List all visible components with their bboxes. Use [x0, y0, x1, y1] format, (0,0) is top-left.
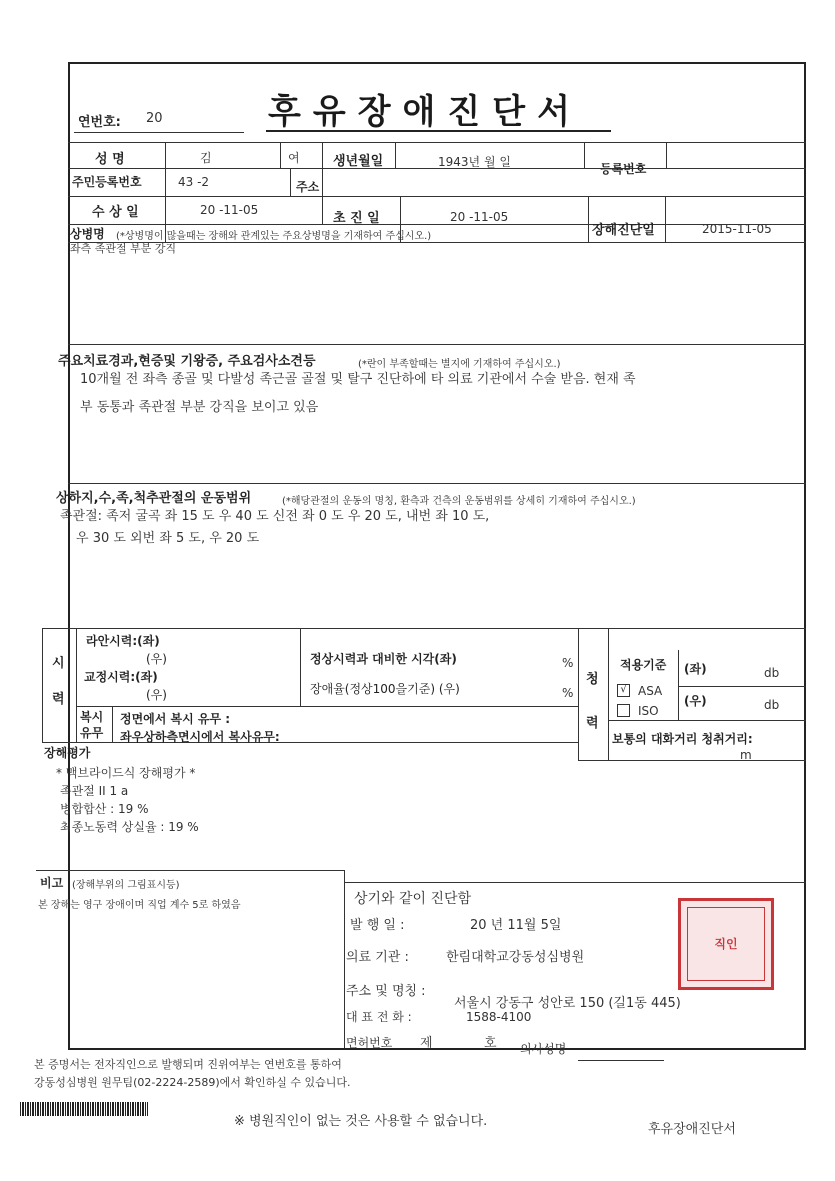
hearing-standard-label: 적용기준: [620, 658, 667, 672]
barcode: [20, 1102, 148, 1116]
grid-line: [68, 168, 806, 169]
license-mid-2: 호: [484, 1036, 497, 1051]
grid-line: [280, 142, 281, 168]
rom-note: (*해당관절의 운동의 명칭, 환측과 건측의 운동범위를 상세히 기재하여 주십시오.): [282, 496, 636, 507]
serial-label: 연번호:: [78, 115, 121, 130]
iso-checkbox[interactable]: [617, 704, 630, 717]
diagnosis-note: (*상병명이 많을때는 장해와 관계있는 주요상병명을 기재하여 주십시오.): [116, 231, 432, 242]
phone-value: 1588-4100: [466, 1010, 532, 1024]
cert-address-label: 주소 및 명칭 :: [346, 984, 426, 999]
vision-rate-label: 장애율(정상100을기준) (우): [310, 682, 460, 696]
remarks-text: 본 장해는 영구 장애이며 직업 계수 5로 하였음: [38, 900, 241, 911]
grid-line: [588, 196, 589, 242]
hearing-left-label: (좌): [684, 662, 707, 676]
license-label: 면허번호: [346, 1036, 393, 1050]
serial-value: 20: [146, 111, 163, 126]
grid-line: [395, 142, 396, 168]
cert-address-value: 서울시 강동구 성안로 150 (길1동 445): [454, 996, 681, 1011]
seal-text: 직인: [714, 937, 738, 951]
grid-line: [665, 196, 666, 242]
injury-date-value: 20 -11-05: [200, 203, 259, 217]
phone-label: 대 표 전 화 :: [346, 1010, 412, 1024]
grid-line: [608, 628, 609, 760]
grid-line: [68, 142, 806, 143]
hearing-right-unit: db: [764, 698, 780, 712]
footer-doc-name: 후유장애진단서: [648, 1122, 736, 1137]
grid-line: [678, 686, 806, 687]
footer-note-line-1: 본 증명서는 전자직인으로 발행되며 진위여부는 연번호를 통하여: [34, 1058, 342, 1071]
double-vision-label-1: 복시: [80, 710, 104, 724]
section-divider: [42, 628, 806, 629]
double-vision-side: 좌우상하측면시에서 복사유무:: [120, 730, 280, 744]
iso-label: ISO: [638, 704, 659, 718]
footer-warning: ※ 병원직인이 없는 것은 사용할 수 없습니다.: [234, 1114, 488, 1129]
grid-line: [290, 168, 291, 196]
first-visit-label: 초 진 일: [333, 211, 380, 226]
diagnosis-text: 좌측 족관절 부분 강직: [70, 242, 177, 255]
grid-line: [112, 706, 113, 742]
birth-label: 생년월일: [333, 154, 384, 169]
vision-compare-unit: %: [562, 656, 574, 670]
injury-date-label: 수 상 일: [92, 205, 139, 220]
doctor-label: 의사성명: [520, 1042, 567, 1056]
grid-line: [578, 628, 579, 760]
rom-line-2: 우 30 도 외번 좌 5 도, 우 20 도: [76, 531, 260, 546]
corrected-vision-label: 교정시력:(좌): [84, 670, 158, 684]
sex-value: 여: [288, 151, 300, 165]
grid-line: [578, 760, 806, 761]
evaluation-line-2: 족관절 II 1 a: [60, 784, 129, 798]
reg-label: 등록번호: [600, 162, 647, 176]
address-label: 주소: [296, 180, 320, 194]
signature-line: [578, 1060, 664, 1061]
license-mid-1: 제: [420, 1036, 433, 1051]
grid-line: [42, 628, 43, 742]
section-divider: [36, 870, 344, 871]
double-vision-label-2: 유무: [80, 726, 104, 740]
grid-line: [666, 142, 667, 168]
hospital-value: 한림대학교강동성심병원: [446, 950, 585, 965]
section-divider: [68, 483, 806, 484]
evaluation-line-1: * 맥브라이드식 장해평가 *: [56, 766, 196, 780]
grid-line: [300, 628, 301, 706]
rom-line-1: 족관절: 족저 굴곡 좌 15 도 우 40 도 신전 좌 0 도 우 20 도, 내번 좌 10 도,: [60, 509, 490, 524]
asa-checkbox[interactable]: √: [617, 684, 630, 697]
issue-date-value: 20 년 11월 5일: [470, 918, 562, 933]
issue-date-label: 발 행 일 :: [350, 918, 405, 933]
treatment-label: 주요치료경과,현증및 기왕증, 주요검사소견등: [58, 354, 316, 369]
grid-line: [68, 242, 806, 243]
vision-rate-unit: %: [562, 686, 574, 700]
naked-vision-label: 라안시력:(좌): [86, 634, 160, 648]
vision-side-char-1: 시: [52, 656, 65, 671]
hearing-side-char-1: 청: [586, 672, 599, 687]
treatment-line-2: 부 동통과 족관절 부분 강직을 보이고 있음: [80, 400, 319, 415]
hearing-side-char-2: 력: [586, 716, 599, 731]
birth-value: 1943년 월 일: [438, 155, 511, 169]
grid-line: [68, 224, 806, 225]
footer-note-line-2: 강동성심병원 원무팀(02-2224-2589)에서 확인하실 수 있습니다.: [34, 1076, 351, 1089]
disability-date-label: 장해진단일: [592, 223, 655, 238]
grid-line: [68, 196, 806, 197]
treatment-line-1: 10개월 전 좌측 종골 및 다발성 족근골 골절 및 탈구 진단하에 타 의료 기관에서 수술 받음. 현재 족: [80, 372, 636, 387]
grid-line: [344, 870, 345, 1048]
grid-line: [344, 882, 806, 883]
grid-line: [76, 706, 578, 707]
evaluation-label: 장해평가: [44, 746, 91, 760]
hospital-seal: [678, 898, 774, 990]
cert-statement: 상기와 같이 진단함: [354, 891, 472, 907]
evaluation-line-3: 병합합산 : 19 %: [60, 802, 149, 816]
asa-label: ASA: [638, 684, 663, 698]
name-label: 성 명: [95, 152, 125, 167]
evaluation-line-4: 최종노동력 상실율 : 19 %: [60, 820, 199, 834]
remarks-label: 비고: [40, 876, 64, 890]
treatment-note: (*란이 부족할때는 별지에 기재하여 주십시오.): [358, 359, 561, 370]
double-vision-front: 정면에서 복시 유무 :: [120, 712, 231, 726]
vision-compare-label: 정상시력과 대비한 시각(좌): [310, 652, 457, 666]
grid-line: [76, 628, 77, 742]
serial-underline: [74, 132, 244, 133]
grid-line: [322, 142, 323, 224]
disability-date-value: 2015-11-05: [702, 222, 772, 236]
first-visit-value: 20 -11-05: [450, 210, 509, 224]
name-value: 김: [200, 151, 212, 165]
rrn-label: 주민등록번호: [72, 175, 142, 189]
remarks-note: (장해부위의 그림표시등): [72, 880, 180, 891]
corrected-vision-right: (우): [146, 688, 167, 702]
rrn-value: 43 -2: [178, 175, 210, 189]
document-title: 후유장애진단서: [268, 92, 582, 132]
rom-label: 상하지,수,족,척추관절의 운동범위: [56, 491, 252, 506]
hospital-label: 의료 기관 :: [346, 950, 409, 965]
grid-line: [678, 650, 679, 720]
diagnosis-label: 상병명: [70, 227, 105, 241]
naked-vision-right: (우): [146, 652, 167, 666]
hearing-distance-label: 보통의 대화거리 청취거리:: [612, 732, 753, 746]
vision-side-char-2: 력: [52, 692, 65, 707]
title-underline: [266, 130, 611, 132]
grid-line: [584, 142, 585, 168]
hearing-distance-unit: m: [740, 748, 752, 762]
grid-line: [608, 720, 806, 721]
section-divider: [68, 344, 806, 345]
hearing-right-label: (우): [684, 694, 707, 708]
hearing-left-unit: db: [764, 666, 780, 680]
